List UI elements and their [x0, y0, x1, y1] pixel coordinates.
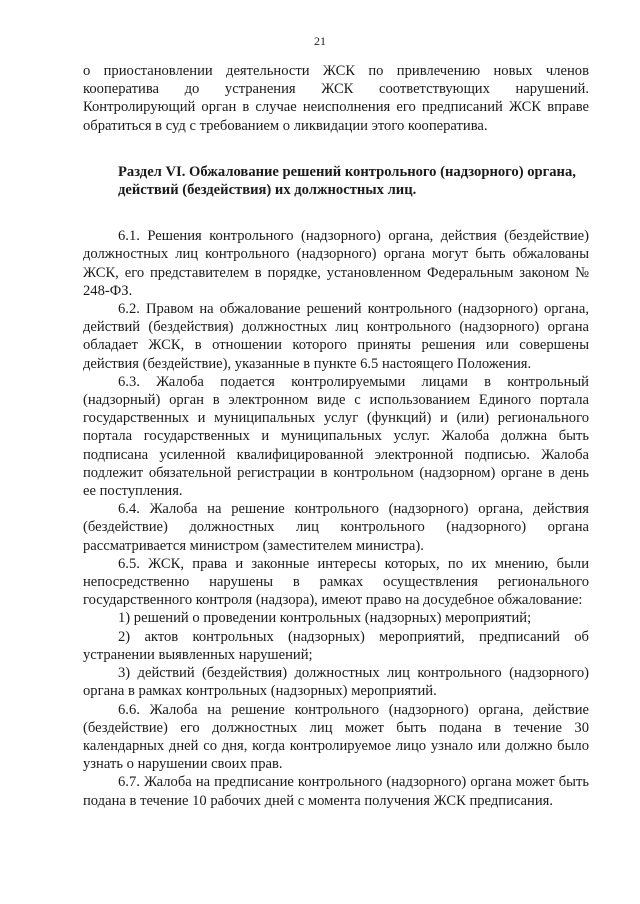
intro-paragraph: о приостановлении деятельности ЖСК по привлечению новых членов кооператива до устранения ЖСК соответствующих нарушений. Контролирующий орган в случае неисполнения его предписаний ЖСК вправе обратиться в суд с требованием о ликвидации этого кооператива.	[83, 63, 589, 134]
paragraph-6-2: 6.2. Правом на обжалование решений контрольного (надзорного) органа, действий (бездействия) должностных лиц контрольного (надзорного) органа обладает ЖСК, в отношении которого приняты решения или совершены действия (бездействие), указанные в пункте 6.5 настоящего Положения.	[83, 301, 589, 372]
paragraph-6-4: 6.4. Жалоба на решение контрольного (надзорного) органа, действия (бездействие) должностных лиц контрольного (надзорного) органа рассматривается министром (заместителем министра).	[83, 501, 589, 554]
document-body	[83, 62, 589, 810]
section-title: Раздел VI. Обжалование решений контрольного (надзорного) органа, действий (бездействия) их должностных лиц.	[118, 163, 576, 199]
paragraph-6-1: 6.1. Решения контрольного (надзорного) органа, действия (бездействие) должностных лиц контрольного (надзорного) органа могут быть обжалованы ЖСК, его представителем в порядке, установленном Федеральным законом № 248-ФЗ.	[83, 228, 589, 299]
page-number: 21	[314, 34, 326, 48]
paragraph-6-7: 6.7. Жалоба на предписание контрольного (надзорного) органа может быть подана в течение 10 рабочих дней с момента получения ЖСК предписания.	[83, 774, 589, 809]
list-item-3: 3) действий (бездействия) должностных лиц контрольного (надзорного) органа в рамках контрольных (надзорных) мероприятий.	[83, 665, 589, 700]
paragraph-6-5: 6.5. ЖСК, права и законные интересы которых, по их мнению, были непосредственно нарушены в рамках осуществления регионального государственного контроля (надзора), имеют право на досудебное обжалование:	[83, 555, 589, 609]
paragraph-6-3: 6.3. Жалоба подается контролируемыми лицами в контрольный (надзорный) орган в электронном виде с использованием Единого портала государственных и муниципальных услуг (функций) и (или) регионального портала государственных и муниципальных услуг. Жалоба должна быть подписана усиленной квалифицированной электронной подписью. Жалоба подлежит обязательной регистрации в контрольном (надзорном) органе в день ее поступления.	[83, 373, 589, 500]
list-item-2: 2) актов контрольных (надзорных) мероприятий, предписаний об устранении выявленных нарушений;	[83, 628, 589, 663]
paragraph-6-6: 6.6. Жалоба на решение контрольного (надзорного) органа, действие (бездействие) его должностных лиц может быть подана в течение 30 календарных дней со дня, когда контролируемое лицо узнало или должно было узнать о нарушении своих прав.	[83, 701, 589, 773]
list-item-1: 1) решений о проведении контрольных (надзорных) мероприятий;	[118, 610, 532, 627]
